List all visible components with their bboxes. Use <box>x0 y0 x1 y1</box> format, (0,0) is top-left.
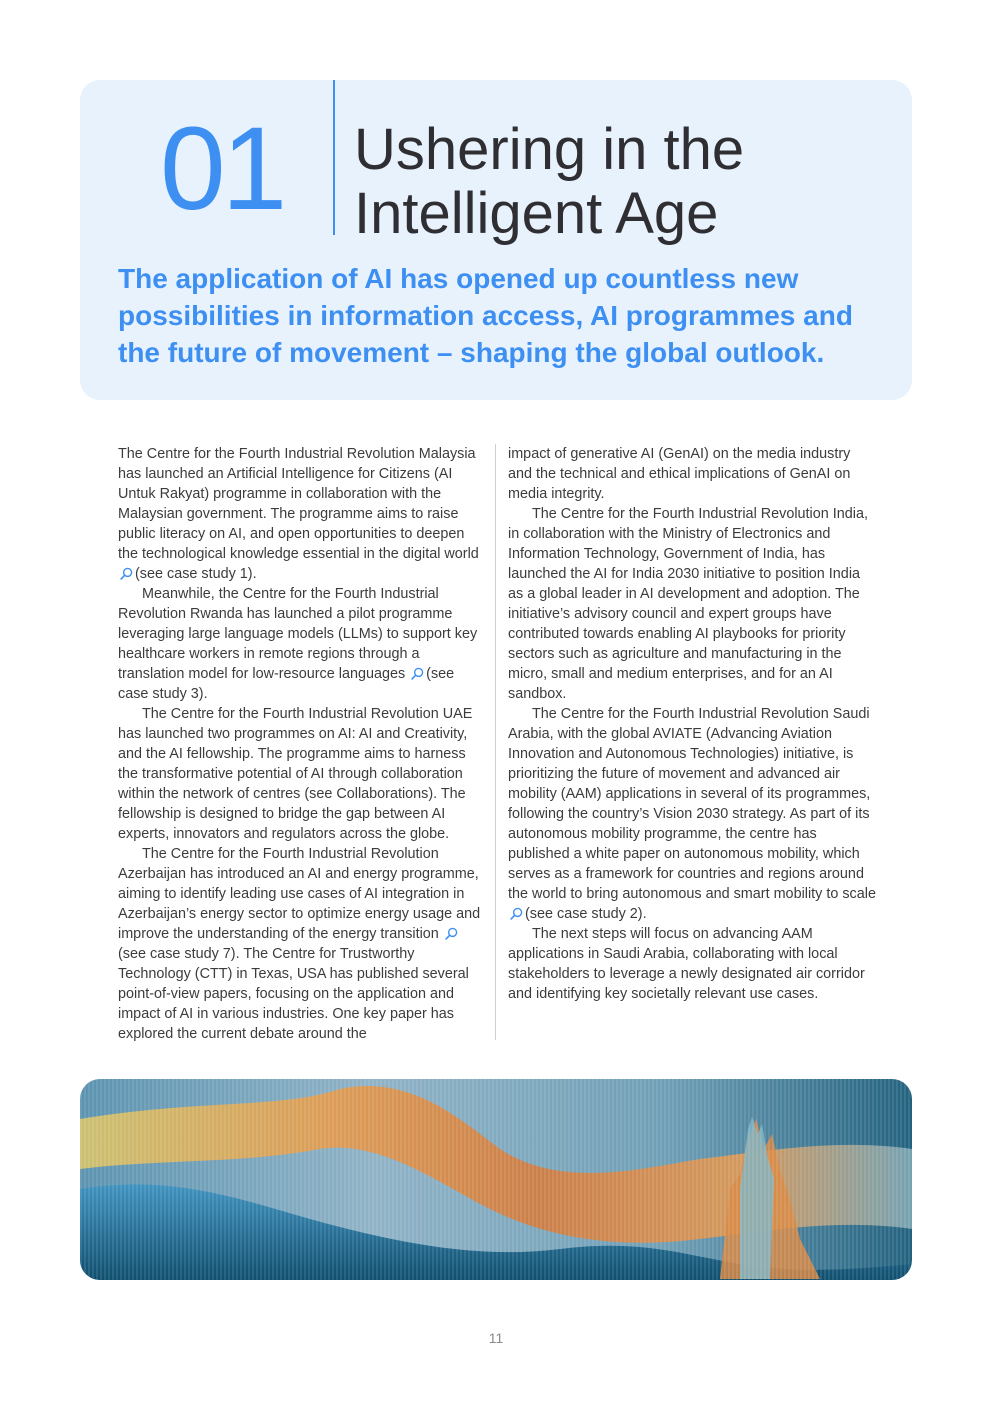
case-study-link[interactable]: (see case study 3). <box>118 666 455 702</box>
magnifier-icon[interactable] <box>510 907 523 920</box>
case-study-link[interactable]: (see case study 1). <box>135 566 257 582</box>
paragraph <box>118 584 486 704</box>
page-title <box>354 118 874 246</box>
paragraph-text: The Centre for the Fourth Industrial Revolution Saudi Arabia, with the global AVIATE (Advancing Aviation Innovation and Autonomous Technologies) initiative, is prioritizing the future of movement and advanced air mobility (AAM) applications in several of its programmes, following the country’s Vision 2030 strategy. As part of its autonomous mobility programme, the centre has published a white paper on autonomous mobility, which serves as a framework for countries and regions around the world to bring autonomous and smart mobility to scale <box>508 706 876 902</box>
case-study-link[interactable]: (see case study 2). <box>525 906 647 922</box>
chapter-number: 01 <box>160 103 284 235</box>
right-column <box>508 444 878 1004</box>
paragraph-text: The Centre for the Fourth Industrial Revolution Malaysia has launched an Artificial Intelligence for Citizens (AI Untuk Rakyat) programme in collaboration with the Malaysian government. The programme aims to raise public literacy on AI, and open opportunities to deepen the technological knowledge essential in the digital world <box>118 446 479 562</box>
column-divider <box>495 444 496 1040</box>
magnifier-icon[interactable] <box>445 927 458 940</box>
paragraph: The Centre for the Fourth Industrial Revolution India, in collaboration with the Ministry of Electronics and Information Technology, Government of India, has launched the AI for India 2030 initiative to position India as a global leader in AI development and adoption. The initiative’s advisory council and expert groups have contributed towards enabling AI playbooks for priority sectors such as agriculture and manufacturing in the micro, small and medium enterprises, and for an AI sandbox. <box>508 506 868 702</box>
paragraph <box>508 704 878 924</box>
data-landscape-image <box>80 1079 912 1280</box>
title-divider <box>333 80 335 235</box>
paragraph-text: Meanwhile, the Centre for the Fourth Industrial Revolution Rwanda has launched a pilot programme leveraging large language models (LLMs) to support key healthcare workers in remote regions through a translation model for low-resource languages <box>118 586 478 682</box>
paragraph: impact of generative AI (GenAI) on the media industry and the technical and ethical implications of GenAI on media integrity. <box>508 446 851 502</box>
paragraph <box>118 444 486 584</box>
left-column <box>118 444 486 1044</box>
title-line-1: Ushering in the <box>354 117 745 182</box>
lede-paragraph: The application of AI has opened up countless new possibilities in information access, AI programmes and the future of movement – shaping the global outlook. <box>118 263 853 368</box>
title-line-2: Intelligent Age <box>354 181 719 246</box>
magnifier-icon[interactable] <box>411 667 424 680</box>
paragraph <box>118 844 486 1044</box>
paragraph: The next steps will focus on advancing AAM applications in Saudi Arabia, collaborating with local stakeholders to leverage a newly designated air corridor and identifying key societally relevant use cases. <box>508 926 865 1002</box>
case-study-link[interactable]: (see case study 7). The Centre for Trustworthy Technology (CTT) in Texas, USA has published several point-of-view papers, focusing on the application and impact of AI in various industries. One key paper has explored the current debate around the <box>118 946 469 1042</box>
page-number: 11 <box>488 1330 504 1346</box>
paragraph-text: The Centre for the Fourth Industrial Revolution Azerbaijan has introduced an AI and energy programme, aiming to identify leading use cases of AI integration in Azerbaijan’s energy sector to optimize energy usage and improve the understanding of the energy transition <box>118 846 481 942</box>
data-landscape-illustration <box>80 1079 912 1280</box>
paragraph: The Centre for the Fourth Industrial Revolution UAE has launched two programmes on AI: AI and Creativity, and the AI fellowship. The programme aims to harness the transformative potential of AI through collaboration within the network of centres (see Collaborations). The fellowship is designed to bridge the gap between AI experts, innovators and regulators across the globe. <box>118 706 473 842</box>
magnifier-icon[interactable] <box>120 567 133 580</box>
